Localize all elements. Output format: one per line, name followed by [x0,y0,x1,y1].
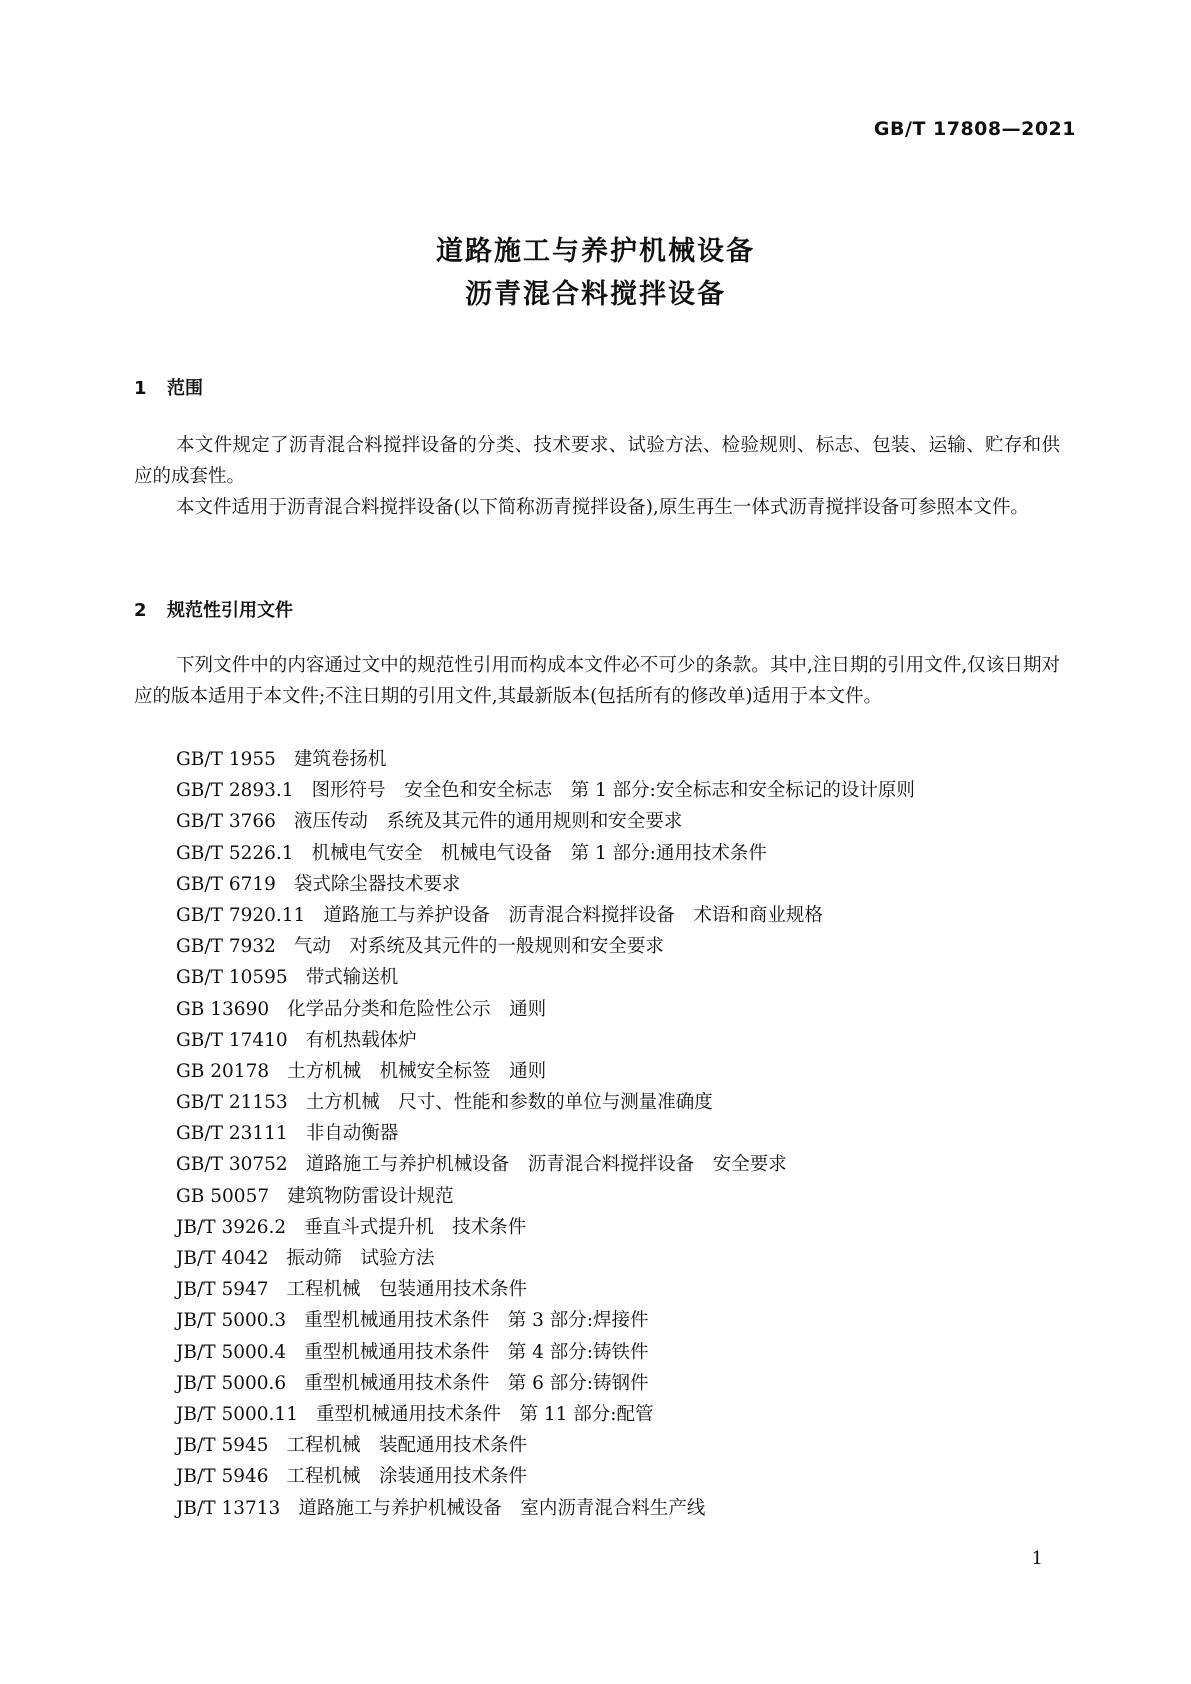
reference-item [176,1056,915,1087]
reference-code: GB/T 17410 [176,1029,288,1051]
reference-code: GB/T 1955 [176,749,276,770]
reference-code: JB/T 13713 [176,1497,281,1519]
standard-code: GB/T 17808—2021 [873,118,1076,140]
reference-item [176,1243,915,1274]
reference-title: 带式输送机 [305,967,399,989]
document-title-line1: 道路施工与养护机械设备 [436,236,755,267]
reference-title: 化学品分类和危险性公示 通则 [287,998,547,1020]
reference-item [176,1274,915,1305]
reference-code: GB/T 21153 [176,1092,288,1114]
reference-code: GB/T 5226.1 [176,842,294,864]
reference-item [176,1493,915,1524]
reference-item [176,1087,915,1118]
reference-code: GB/T 6719 [176,873,276,895]
reference-code: GB 50057 [176,1185,270,1207]
reference-title: 垂直斗式提升机 技术条件 [304,1216,527,1238]
reference-code: JB/T 5945 [176,1435,269,1457]
reference-code: GB 20178 [176,1060,270,1082]
reference-title: 建筑卷扬机 [293,749,387,770]
reference-item [176,1118,915,1149]
reference-item [176,1461,915,1492]
reference-title: 建筑物防雷设计规范 [287,1185,454,1207]
reference-item [176,1305,915,1336]
reference-item [176,1368,915,1399]
reference-item [176,1181,915,1212]
reference-item [176,962,915,993]
reference-item [176,1025,915,1056]
reference-code: JB/T 3926.2 [176,1216,287,1238]
reference-item [176,900,915,931]
reference-item [176,1337,915,1368]
reference-list [176,744,915,1524]
reference-item [176,775,915,806]
reference-item [176,1399,915,1430]
page-number: 1 [1031,1548,1043,1569]
reference-code: JB/T 5000.4 [176,1341,287,1363]
reference-code: GB/T 7932 [176,936,276,958]
section-number: 1 [134,378,147,399]
reference-code: JB/T 4042 [176,1248,269,1269]
reference-title: 振动筛 试验方法 [286,1248,435,1269]
section-title: 范围 [167,378,203,399]
reference-code: GB/T 3766 [176,811,276,833]
reference-title: 有机热载体炉 [305,1029,417,1051]
reference-title: 道路施工与养护设备 沥青混合料搅拌设备 术语和商业规格 [323,904,823,926]
section-title: 规范性引用文件 [167,600,293,621]
reference-item [176,1430,915,1461]
reference-item [176,1212,915,1243]
reference-item [176,838,915,869]
reference-title: 非自动衡器 [305,1123,399,1145]
reference-item [176,869,915,900]
reference-title: 工程机械 装配通用技术条件 [286,1435,528,1457]
reference-code: JB/T 5000.6 [176,1372,287,1394]
reference-code: JB/T 5000.11 [176,1403,298,1425]
reference-title: 土方机械 机械安全标签 通则 [287,1060,547,1082]
section-heading-normative-refs [134,596,293,622]
normative-refs-intro: 下列文件中的内容通过文中的规范性引用而构成本文件必不可少的条款。其中,注日期的引用文件,仅该日期对应的版本适用于本文件;不注日期的引用文件,其最新版本(包括所有的修改单)适用于本文件。 [134,655,1060,707]
reference-code: GB/T 23111 [176,1123,288,1145]
reference-title: 工程机械 涂装通用技术条件 [286,1466,528,1488]
reference-item [176,931,915,962]
reference-item [176,994,915,1025]
reference-title: 气动 对系统及其元件的一般规则和安全要求 [293,936,664,958]
reference-code: GB/T 2893.1 [176,780,294,802]
section-number: 2 [134,600,147,621]
reference-title: 重型机械通用技术条件 第 4 部分:铸铁件 [304,1341,649,1363]
reference-code: GB 13690 [176,998,270,1020]
scope-paragraph-1: 本文件规定了沥青混合料搅拌设备的分类、技术要求、试验方法、检验规则、标志、包装、运输、贮存和供应的成套性。 [134,435,1060,487]
reference-code: GB/T 7920.11 [176,904,306,926]
reference-code: JB/T 5000.3 [176,1310,287,1332]
reference-title: 图形符号 安全色和安全标志 第 1 部分:安全标志和安全标记的设计原则 [311,780,915,802]
document-title-line2: 沥青混合料搅拌设备 [465,279,726,310]
reference-code: GB/T 30752 [176,1154,288,1176]
reference-item [176,1149,915,1180]
section-heading-scope [134,374,203,400]
reference-title: 重型机械通用技术条件 第 11 部分:配管 [315,1403,654,1425]
reference-title: 土方机械 尺寸、性能和参数的单位与测量准确度 [305,1092,713,1114]
reference-title: 机械电气安全 机械电气设备 第 1 部分:通用技术条件 [311,842,767,864]
reference-title: 重型机械通用技术条件 第 6 部分:铸钢件 [304,1372,649,1394]
reference-code: JB/T 5947 [176,1279,269,1301]
reference-title: 道路施工与养护机械设备 沥青混合料搅拌设备 安全要求 [305,1154,787,1176]
reference-title: 工程机械 包装通用技术条件 [286,1279,528,1301]
reference-title: 袋式除尘器技术要求 [293,873,461,895]
reference-title: 重型机械通用技术条件 第 3 部分:焊接件 [304,1310,649,1332]
scope-paragraph-2: 本文件适用于沥青混合料搅拌设备(以下简称沥青搅拌设备),原生再生一体式沥青搅拌设备可参照本文件。 [176,497,1029,518]
reference-item [176,806,915,837]
reference-title: 液压传动 系统及其元件的通用规则和安全要求 [293,811,683,833]
reference-title: 道路施工与养护机械设备 室内沥青混合料生产线 [298,1497,706,1519]
reference-code: JB/T 5946 [176,1466,269,1488]
reference-item [176,744,915,775]
reference-code: GB/T 10595 [176,967,288,989]
